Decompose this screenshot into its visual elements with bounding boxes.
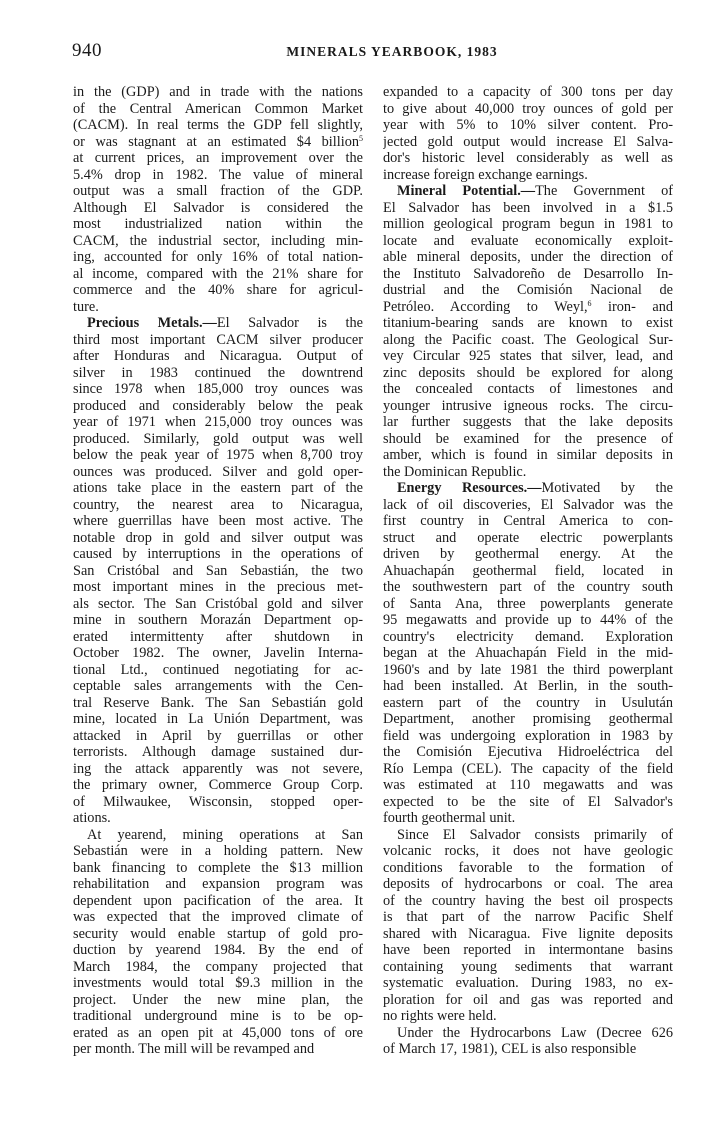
text-line: driven by geothermal energy. At the bbox=[383, 546, 673, 562]
text-line: security would enable startup of gold pro- bbox=[73, 925, 363, 942]
text-line: deposits of hydrocarbons or coal. The area bbox=[383, 876, 673, 892]
text-line: project. Under the new mine plan, the bbox=[73, 991, 363, 1008]
text-line: titanium-bearing sands are known to exist bbox=[383, 315, 673, 331]
text-line: Ahuachapán geothermal field, located in bbox=[383, 562, 673, 579]
text-line: the Instituto Salvadoreño de Desarrollo In- bbox=[383, 265, 673, 282]
text-line: bank financing to complete the $13 million bbox=[73, 859, 363, 876]
text-line: CACM, the industrial sector, including min- bbox=[73, 232, 363, 249]
text-line: country, the nearest area to Nicaragua, bbox=[73, 496, 363, 513]
text-line: is that part of the narrow Pacific Shelf bbox=[383, 909, 673, 925]
left-column bbox=[73, 84, 363, 1058]
text-line: jected gold output would increase El Salva- bbox=[383, 133, 673, 150]
text-line: Since El Salvador consists primarily of bbox=[397, 826, 673, 843]
text-line: the southwestern part of the country south bbox=[383, 579, 673, 595]
text-line: of Santa Ana, three powerplants generate bbox=[383, 595, 673, 612]
text-line: commerce and the 40% share for agricul- bbox=[73, 282, 363, 298]
text-line: attacked in April by guerrillas or other bbox=[73, 727, 363, 744]
text-line: output was a small fraction of the GDP. bbox=[73, 183, 363, 199]
text-line: the Comisión Ejecutiva Hidroeléctrica del bbox=[383, 744, 673, 760]
text-line: most industrialized nation within the bbox=[73, 216, 363, 232]
text-line: where guerrillas have been most active. The bbox=[73, 513, 363, 529]
text-line: had been installed. At Berlin, in the south- bbox=[383, 678, 673, 694]
text-line: below the peak year of 1975 when 8,700 troy bbox=[73, 447, 363, 463]
text-line: able mineral deposits, under the direction of bbox=[383, 249, 673, 265]
text-line: began at the Ahuachapán Field in the mid- bbox=[383, 645, 673, 661]
text-line: of March 17, 1981), CEL is also responsible bbox=[383, 1041, 637, 1057]
section-heading: Precious Metals.— bbox=[87, 315, 217, 331]
text-line: most important mines in the precious met- bbox=[73, 579, 363, 595]
text-line: volcanic rocks, it does not have geologic bbox=[383, 843, 673, 859]
text-line: ceptable sales arrangements with the Cen- bbox=[73, 678, 363, 694]
text-line: per month. The mill will be revamped and bbox=[73, 1041, 315, 1057]
text-line: struct and operate electric powerplants bbox=[383, 529, 673, 546]
text-line: containing young sediments that warrant bbox=[383, 958, 673, 975]
text-line: of the country having the best oil prospects bbox=[383, 892, 673, 909]
text-line: erated intermittenty after shutdown in bbox=[73, 628, 363, 645]
text-line: field was undergoing exploration in 1983 by bbox=[383, 727, 673, 744]
text-line: terrorists. Although damage sustained dur- bbox=[73, 744, 363, 760]
text-line: million geological program begun in 1981 to bbox=[383, 216, 673, 232]
text-line: along the Pacific coast. The Geological Sur- bbox=[383, 331, 673, 348]
text-line: first country in Central America to con- bbox=[383, 513, 673, 529]
text-line: systematic evaluation. During 1983, no ex- bbox=[383, 975, 673, 991]
text-line: erated as an open pit at 45,000 tons of ore bbox=[73, 1024, 363, 1041]
text-line: the Dominican Republic. bbox=[383, 463, 527, 480]
text-line: ations. bbox=[73, 810, 111, 826]
text-line: of the Central American Common Market bbox=[73, 100, 363, 117]
text-line: ture. bbox=[73, 298, 99, 315]
text-line: younger intrusive igneous rocks. The circu- bbox=[383, 397, 673, 414]
text-line: Precious Metals.—El Salvador is the bbox=[87, 315, 363, 331]
text-line: no rights were held. bbox=[383, 1008, 497, 1024]
text-line: als sector. The San Cristóbal gold and silver bbox=[73, 595, 363, 612]
section-heading: Mineral Potential.— bbox=[397, 183, 536, 199]
text-line: the concealed contacts of limestones and bbox=[383, 381, 673, 397]
text-line: since 1978 when 185,000 troy ounces was bbox=[73, 381, 363, 397]
text-line: El Salvador has been involved in a $1.5 bbox=[383, 199, 673, 216]
text-line: Under the Hydrocarbons Law (Decree 626 bbox=[397, 1024, 673, 1041]
running-head: MINERALS YEARBOOK, 1983 bbox=[286, 44, 498, 59]
text-line: Although El Salvador is considered the bbox=[73, 199, 363, 216]
footnote-ref[interactable]: 6 bbox=[587, 298, 592, 308]
text-line: year of 1971 when 215,000 troy ounces was bbox=[73, 414, 363, 430]
text-line: al income, compared with the 21% share for bbox=[73, 265, 363, 282]
text-line: ations take place in the eastern part of the bbox=[73, 480, 363, 496]
text-line: to give about 40,000 troy ounces of gold per bbox=[383, 100, 673, 117]
text-line: shared with Nicaragua. Five lignite deposits bbox=[383, 925, 673, 942]
text-line: after Honduras and Nicaragua. Output of bbox=[73, 348, 363, 364]
text-line: October 1982. The owner, Javelin Interna- bbox=[73, 645, 363, 661]
text-line: zinc deposits should be explored for along bbox=[383, 364, 673, 381]
section-heading: Energy Resources.— bbox=[397, 480, 542, 496]
text-line: silver in 1983 continued the downtrend bbox=[73, 364, 363, 381]
text-line: Mineral Potential.—The Government of bbox=[397, 183, 673, 199]
text-line: was expected that the improved climate of bbox=[73, 909, 363, 925]
text-line: the primary owner, Commerce Group Corp. bbox=[73, 777, 363, 793]
text-line: fourth geothermal unit. bbox=[383, 810, 516, 826]
text-line: tional Ltd., continued negotiating for ac- bbox=[73, 661, 363, 678]
text-line: or was stagnant at an estimated $4 billion$^5$ bbox=[73, 133, 363, 150]
text-line: year with 5% to 10% silver content. Pro- bbox=[383, 117, 673, 133]
text-line: Río Lempa (CEL). The capacity of the field bbox=[383, 760, 673, 777]
text-line: dustrial and the Comisión Nacional de bbox=[383, 282, 673, 298]
text-line: ing, accounted for only 16% of total nation- bbox=[73, 249, 363, 265]
text-line: dependent upon pacification of the area. It bbox=[73, 892, 363, 909]
text-line: March 1984, the company projected that bbox=[73, 958, 363, 975]
text-line: vey Circular 925 states that silver, lead, and bbox=[383, 348, 673, 364]
text-line: Petróleo. According to Weyl,$^6$ iron- and bbox=[383, 298, 673, 315]
text-line: lack of oil discoveries, El Salvador was the bbox=[383, 496, 673, 513]
text-line: Energy Resources.—Motivated by the bbox=[397, 480, 673, 496]
text-line: produced. Similarly, gold output was well bbox=[73, 430, 363, 447]
text-line: in the (GDP) and in trade with the nations bbox=[73, 84, 363, 100]
text-line: ploration for oil and gas was reported and bbox=[383, 991, 673, 1008]
text-line: conditions favorable to the formation of bbox=[383, 859, 673, 876]
footnote-ref[interactable]: 5 bbox=[359, 133, 363, 143]
text-line: (CACM). In real terms the GDP fell slightly, bbox=[73, 117, 363, 133]
text-line: tral Reserve Bank. The San Sebastián gold bbox=[73, 694, 363, 711]
text-line: of Milwaukee, Wisconsin, stopped oper- bbox=[73, 793, 363, 810]
text-line: Department, another promising geothermal bbox=[383, 711, 673, 727]
text-line: caused by interruptions in the operations of bbox=[73, 546, 363, 562]
text-line: dor's historic level considerably as well as bbox=[383, 150, 673, 166]
text-line: rehabilitation and expansion program was bbox=[73, 876, 363, 892]
text-line: at current prices, an improvement over the bbox=[73, 150, 363, 166]
text-line: Sebastián were in a holding pattern. New bbox=[73, 843, 363, 859]
text-line: San Cristóbal and San Sebastián, the two bbox=[73, 562, 363, 579]
text-line: expanded to a capacity of 300 tons per day bbox=[383, 84, 673, 100]
text-line: ounces was produced. Silver and gold oper- bbox=[73, 463, 363, 480]
right-column bbox=[383, 84, 673, 1058]
text-line: mine, located in La Unión Department, was bbox=[73, 711, 363, 727]
text-line: amber, which is found in similar deposits in bbox=[383, 447, 673, 463]
text-line: ing the attack apparently was not severe, bbox=[73, 760, 363, 777]
text-line: locate and evaluate economically exploit- bbox=[383, 232, 673, 249]
page-number: 940 bbox=[72, 40, 102, 61]
text-line: expected to be the site of El Salvador's bbox=[383, 793, 673, 810]
text-line: produced and considerably below the peak bbox=[73, 397, 363, 414]
text-line: was estimated at 110 megawatts and was bbox=[383, 777, 673, 793]
text-line: traditional underground mine is to be op- bbox=[73, 1008, 363, 1024]
text-line: third most important CACM silver producer bbox=[73, 331, 363, 348]
text-line: notable drop in gold and silver output was bbox=[73, 529, 363, 546]
text-line: At yearend, mining operations at San bbox=[87, 826, 363, 843]
text-line: investments would total $9.3 million in the bbox=[73, 975, 363, 991]
text-line: 1960's and by late 1981 the third powerplant bbox=[383, 661, 673, 678]
text-line: duction by yearend 1984. By the end of bbox=[73, 942, 363, 958]
text-line: increase foreign exchange earnings. bbox=[383, 166, 588, 183]
text-line: eastern part of the country in Usulután bbox=[383, 694, 673, 711]
page-header bbox=[72, 40, 672, 66]
text-line: 5.4% drop in 1982. The value of mineral bbox=[73, 166, 363, 183]
text-line: mine in southern Morazán Department op- bbox=[73, 612, 363, 628]
text-line: 95 megawatts and provide up to 44% of the bbox=[383, 612, 673, 628]
text-line: lar further suggests that the lake deposits bbox=[383, 414, 673, 430]
text-line: should be examined for the presence of bbox=[383, 430, 673, 447]
text-line: have been reported in intermontane basins bbox=[383, 942, 673, 958]
text-line: country's electricity demand. Exploration bbox=[383, 628, 673, 645]
